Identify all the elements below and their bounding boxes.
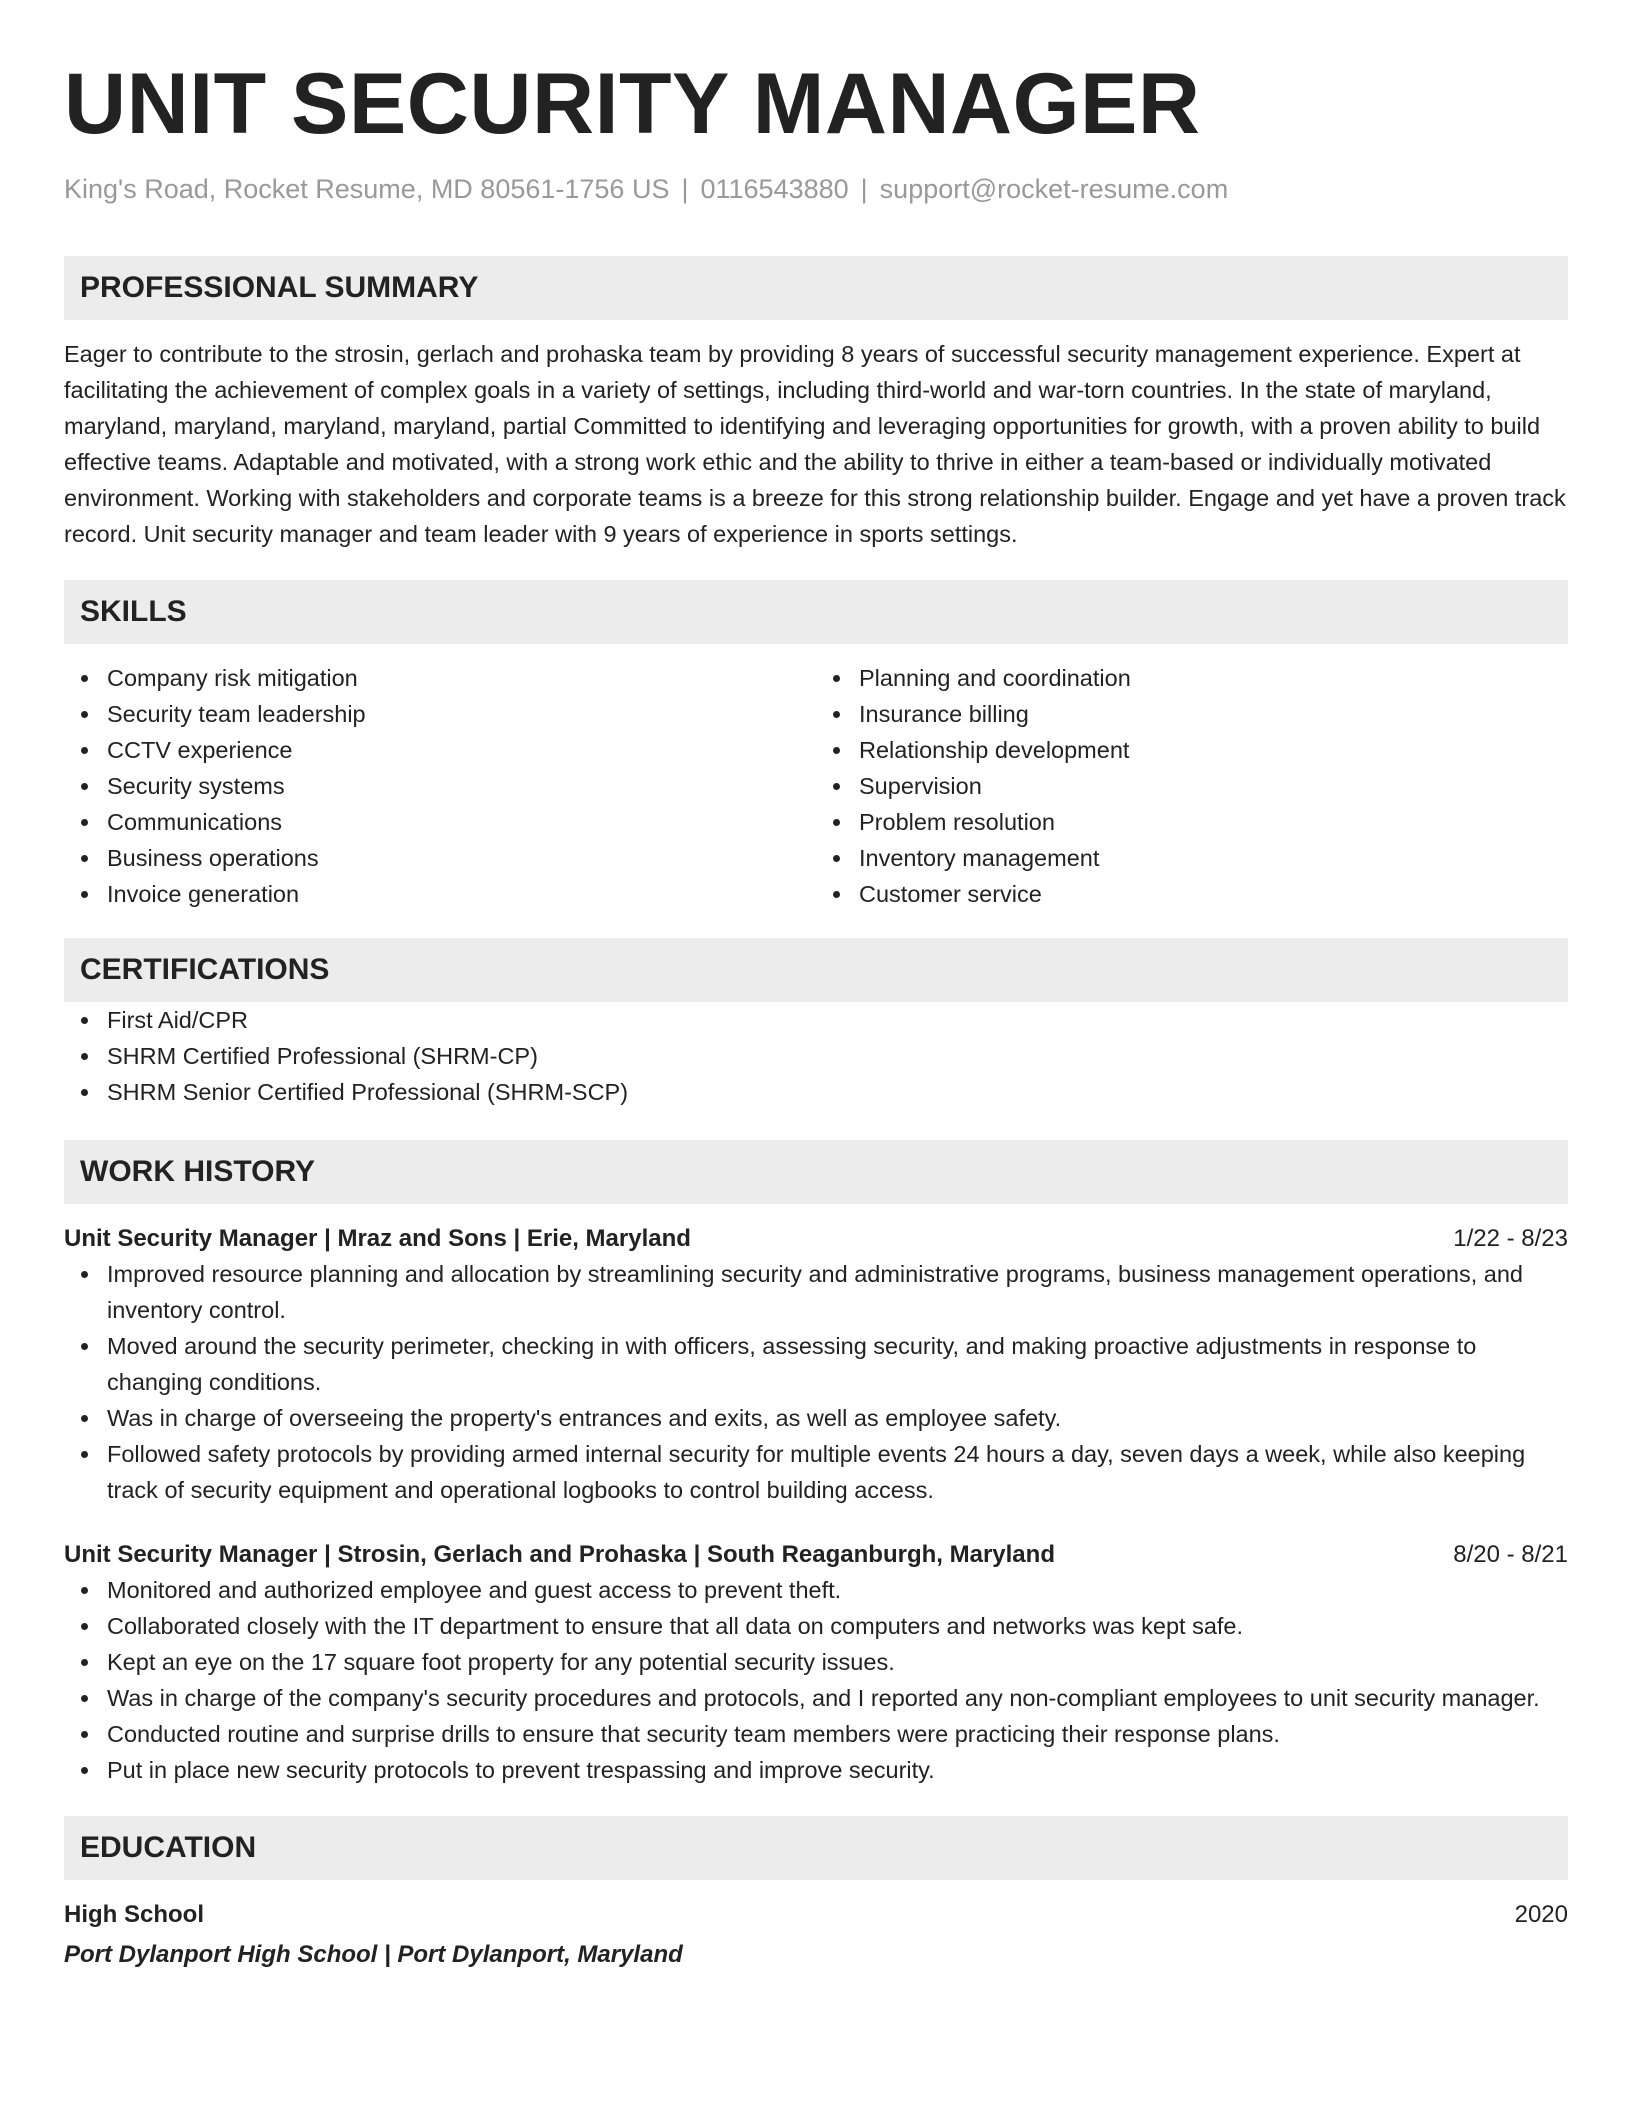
job-header bbox=[64, 1538, 1568, 1572]
skill-item: Company risk mitigation bbox=[107, 660, 816, 696]
skill-item: Problem resolution bbox=[859, 804, 1568, 840]
contact-phone: 0116543880 bbox=[700, 174, 849, 204]
job-bullet: Kept an eye on the 17 square foot property for any potential security issues. bbox=[107, 1644, 1568, 1680]
section-heading-summary: PROFESSIONAL SUMMARY bbox=[64, 256, 1568, 320]
contact-line bbox=[64, 172, 1568, 206]
skill-item: Business operations bbox=[107, 840, 816, 876]
job-title: Unit Security Manager | Mraz and Sons | Erie, Maryland bbox=[64, 1225, 691, 1252]
job-bullet: Conducted routine and surprise drills to ensure that security team members were practicing their response plans. bbox=[107, 1716, 1568, 1752]
education-degree: High School bbox=[64, 1901, 204, 1928]
skill-item: Security systems bbox=[107, 768, 816, 804]
section-heading-work-history: WORK HISTORY bbox=[64, 1140, 1568, 1204]
section-heading-certifications: CERTIFICATIONS bbox=[64, 938, 1568, 1002]
education-header bbox=[64, 1898, 1568, 1932]
skill-item: Relationship development bbox=[859, 732, 1568, 768]
job-bullet: Collaborated closely with the IT department to ensure that all data on computers and networks was kept safe. bbox=[107, 1608, 1568, 1644]
certifications-list bbox=[64, 1002, 1568, 1110]
skill-item: Supervision bbox=[859, 768, 1568, 804]
skill-item: Security team leadership bbox=[107, 696, 816, 732]
job-bullet: Was in charge of the company's security procedures and protocols, and I reported any non-compliant employees to unit security manager. bbox=[107, 1680, 1568, 1716]
education-year: 2020 bbox=[1514, 1901, 1568, 1928]
contact-address: King's Road, Rocket Resume, MD 80561-1756 US bbox=[64, 174, 670, 204]
job-entry bbox=[64, 1538, 1568, 1788]
certification-item: First Aid/CPR bbox=[107, 1002, 1568, 1038]
skill-item: CCTV experience bbox=[107, 732, 816, 768]
contact-separator: | bbox=[681, 174, 689, 204]
skills-list-right bbox=[816, 660, 1568, 912]
skill-item: Invoice generation bbox=[107, 876, 816, 912]
job-entry bbox=[64, 1222, 1568, 1508]
job-bullet: Monitored and authorized employee and guest access to prevent theft. bbox=[107, 1572, 1568, 1608]
job-bullet: Improved resource planning and allocation by streamlining security and administrative programs, business management operations, and inventory control. bbox=[107, 1256, 1568, 1328]
certification-item: SHRM Certified Professional (SHRM-CP) bbox=[107, 1038, 1568, 1074]
job-bullet: Put in place new security protocols to prevent trespassing and improve security. bbox=[107, 1752, 1568, 1788]
summary-text: Eager to contribute to the strosin, gerlach and prohaska team by providing 8 years of successful security management experience. Expert at facilitating the achievement of complex goals in a variety of settings, including third-world and war-torn countries. In the state of maryland, maryland, maryland, maryland, maryland, partial Committed to identifying and leveraging opportunities for growth, with a proven ability to build effective teams. Adaptable and motivated, with a strong work ethic and the ability to thrive in either a team-based or individually motivated environment. Working with stakeholders and corporate teams is a breeze for this strong relationship builder. Engage and yet have a proven track record. Unit security manager and team leader with 9 years of experience in sports settings. bbox=[64, 341, 1566, 547]
skill-item: Insurance billing bbox=[859, 696, 1568, 732]
job-bullet: Was in charge of overseeing the property's entrances and exits, as well as employee safety. bbox=[107, 1400, 1568, 1436]
skills-list-left bbox=[64, 660, 816, 912]
job-bullet: Moved around the security perimeter, checking in with officers, assessing security, and making proactive adjustments in response to changing conditions. bbox=[107, 1328, 1568, 1400]
job-bullets bbox=[64, 1256, 1568, 1508]
job-header bbox=[64, 1222, 1568, 1256]
section-heading-education: EDUCATION bbox=[64, 1816, 1568, 1880]
job-dates: 8/20 - 8/21 bbox=[1453, 1541, 1568, 1568]
job-title: Unit Security Manager | Strosin, Gerlach and Prohaska | South Reaganburgh, Maryland bbox=[64, 1541, 1055, 1568]
job-bullet: Followed safety protocols by providing armed internal security for multiple events 24 hours a day, seven days a week, while also keeping track of security equipment and operational logbooks to control building access. bbox=[107, 1436, 1568, 1508]
section-heading-skills: SKILLS bbox=[64, 580, 1568, 644]
skill-item: Customer service bbox=[859, 876, 1568, 912]
job-bullets bbox=[64, 1572, 1568, 1788]
skill-item: Planning and coordination bbox=[859, 660, 1568, 696]
skill-item: Inventory management bbox=[859, 840, 1568, 876]
job-dates: 1/22 - 8/23 bbox=[1453, 1225, 1568, 1252]
contact-separator: | bbox=[860, 174, 868, 204]
skills-columns bbox=[64, 660, 1568, 912]
education-school: Port Dylanport High School | Port Dylanport, Maryland bbox=[64, 1941, 683, 1968]
skill-item: Communications bbox=[107, 804, 816, 840]
resume-name: UNIT SECURITY MANAGER bbox=[64, 56, 1201, 152]
certification-item: SHRM Senior Certified Professional (SHRM-SCP) bbox=[107, 1074, 1568, 1110]
contact-email: support@rocket-resume.com bbox=[879, 174, 1229, 204]
